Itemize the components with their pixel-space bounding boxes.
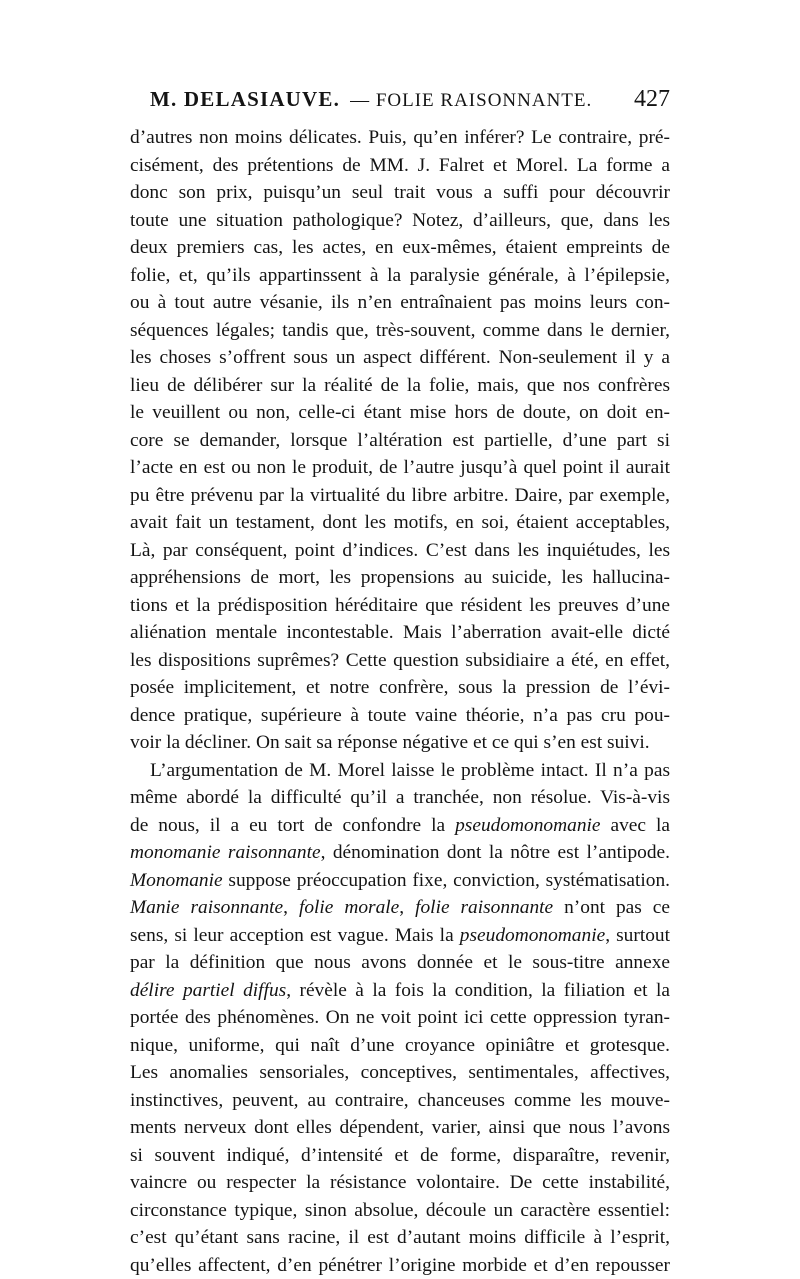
text-line: Là, par conséquent, point d’indices. C’est dans les inquiétudes, les (130, 537, 670, 565)
text-line: le veuillent ou non, celle-ci étant mise hors de doute, on doit en- (130, 399, 670, 427)
text-run: suppose préoccupation fixe, conviction, systématisation. (223, 870, 670, 891)
text-line: vaincre ou respecter la résistance volontaire. De cette instabilité, (130, 1169, 670, 1197)
italic-term: monomanie raisonnante (130, 842, 321, 863)
text-line: l’acte en est ou non le produit, de l’autre jusqu’à quel point il aurait (130, 454, 670, 482)
text-run: , surtout (605, 925, 670, 946)
text-line: instinctives, peuvent, au contraire, chanceuses comme les mouve- (130, 1087, 670, 1115)
running-head-title (350, 90, 592, 112)
text-line: posée implicitement, et notre confrère, sous la pression de l’évi- (130, 674, 670, 702)
italic-term: délire partiel diffus (130, 980, 286, 1001)
text-line: si souvent indiqué, d’intensité et de forme, disparaître, revenir, (130, 1142, 670, 1170)
text-line: avait fait un testament, dont les motifs, en soi, étaient acceptables, (130, 509, 670, 537)
text-line: deux premiers cas, les actes, en eux-mêmes, étaient empreints de (130, 234, 670, 262)
text-run: sens, si leur acception est vague. Mais la (130, 925, 460, 946)
text-line (130, 839, 670, 867)
body-text (130, 124, 670, 1279)
text-line: ments nerveux dont elles dépendent, varier, ainsi que nous l’avons (130, 1114, 670, 1142)
text-line: voir la décliner. On sait sa réponse négative et ce qui s’en est suivi. (130, 729, 670, 757)
text-line: circonstance typique, sinon absolue, découle un caractère essentiel: (130, 1197, 670, 1225)
text-line: folie, et, qu’ils appartinssent à la paralysie générale, à l’épilepsie, (130, 262, 670, 290)
italic-term: Manie raisonnante (130, 897, 283, 918)
text-line (130, 812, 670, 840)
text-run: n’ont pas ce (553, 897, 670, 918)
italic-term: Monomanie (130, 870, 223, 891)
text-line: qu’elles affectent, d’en pénétrer l’origine morbide et d’en repousser (130, 1252, 670, 1279)
text-line (130, 894, 670, 922)
text-line: donc son prix, puisqu’un seul trait vous a suffi pour découvrir (130, 179, 670, 207)
text-line: par la définition que nous avons donnée et le sous-titre annexe (130, 949, 670, 977)
page-number: 427 (634, 86, 670, 113)
text-line (130, 922, 670, 950)
text-line: aliénation mentale incontestable. Mais l’aberration avait-elle dicté (130, 619, 670, 647)
text-line: même abordé la difficulté qu’il a tranchée, non résolue. Vis-à-vis (130, 784, 670, 812)
text-line: lieu de délibérer sur la réalité de la folie, mais, que nos confrères (130, 372, 670, 400)
running-head (150, 86, 670, 116)
text-line: les dispositions suprêmes? Cette question subsidiaire a été, en effet, (130, 647, 670, 675)
text-run: de nous, il a eu tort de confondre la (130, 815, 455, 836)
italic-term: pseudomonomanie (460, 925, 605, 946)
text-run: avec la (601, 815, 670, 836)
text-run: , (399, 897, 415, 918)
text-line: pu être prévenu par la virtualité du libre arbitre. Daire, par exemple, (130, 482, 670, 510)
text-line: core se demander, lorsque l’altération est partielle, d’une part si (130, 427, 670, 455)
italic-term: folie raisonnante (415, 897, 553, 918)
text-line: appréhensions de mort, les propensions au suicide, les hallucina- (130, 564, 670, 592)
text-run: , (283, 897, 299, 918)
running-head-title-text: FOLIE RAISONNANTE. (376, 90, 592, 111)
text-line: cisément, des prétentions de MM. J. Falret et Morel. La forme a (130, 152, 670, 180)
text-line: séquences légales; tandis que, très-souvent, comme dans le dernier, (130, 317, 670, 345)
text-line (130, 977, 670, 1005)
italic-term: folie morale (299, 897, 399, 918)
text-line: L’argumentation de M. Morel laisse le problème intact. Il n’a pas (130, 757, 670, 785)
text-line: Les anomalies sensoriales, conceptives, sentimentales, affectives, (130, 1059, 670, 1087)
text-line: tions et la prédisposition héréditaire que résident les preuves d’une (130, 592, 670, 620)
text-line: c’est qu’étant sans racine, il est d’autant moins difficile à l’esprit, (130, 1224, 670, 1252)
text-line: les choses s’offrent sous un aspect différent. Non-seulement il y a (130, 344, 670, 372)
text-run: , dénomination dont la nôtre est l’antipode. (321, 842, 670, 863)
text-run: , révèle à la fois la condition, la filiation et la (286, 980, 670, 1001)
italic-term: pseudomonomanie (455, 815, 600, 836)
running-head-author: M. DELASIAUVE. (150, 87, 340, 112)
text-line (130, 867, 670, 895)
text-line: ou à tout autre vésanie, ils n’en entraînaient pas moins leurs con- (130, 289, 670, 317)
text-line: dence pratique, supérieure à toute vaine théorie, n’a pas cru pou- (130, 702, 670, 730)
text-line: toute une situation pathologique? Notez, d’ailleurs, que, dans les (130, 207, 670, 235)
text-line: d’autres non moins délicates. Puis, qu’en inférer? Le contraire, pré- (130, 124, 670, 152)
text-line: portée des phénomènes. On ne voit point ici cette oppression tyran- (130, 1004, 670, 1032)
text-line: nique, uniforme, qui naît d’une croyance opiniâtre et grotesque. (130, 1032, 670, 1060)
running-head-dash: — (350, 90, 370, 111)
